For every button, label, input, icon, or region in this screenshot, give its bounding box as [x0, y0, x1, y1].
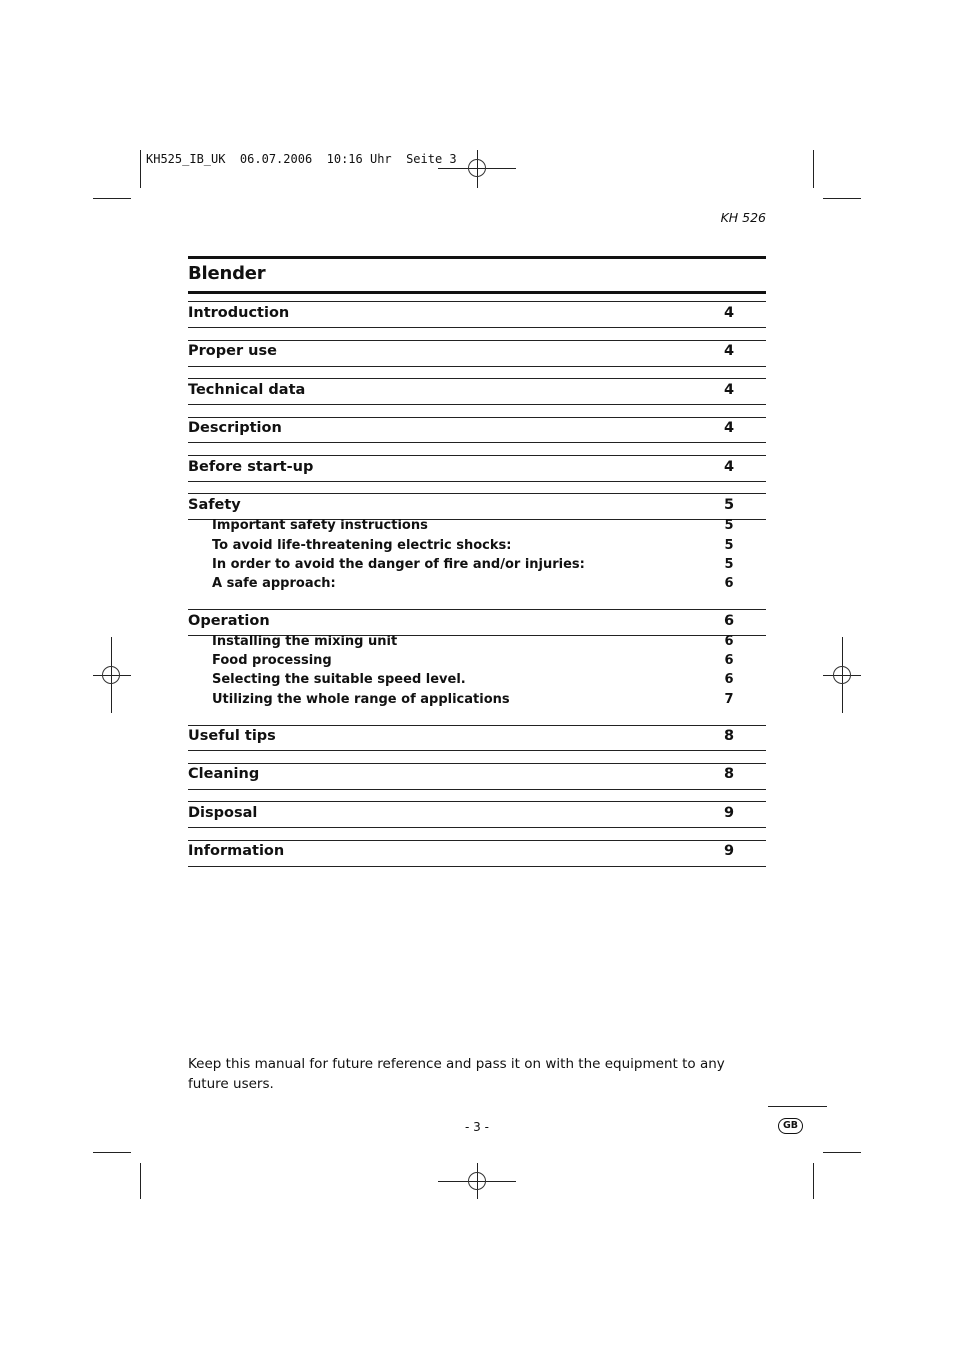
registration-mark-icon [468, 1172, 486, 1190]
toc-label: Utilizing the whole range of applications [212, 692, 510, 707]
toc-page: 8 [724, 728, 735, 744]
list-item [188, 557, 766, 575]
toc-page: 5 [724, 538, 734, 553]
list-item [188, 343, 766, 363]
toc-page: 6 [724, 576, 734, 591]
registration-mark-icon [468, 159, 486, 177]
list-item [188, 672, 766, 690]
footer-note: Keep this manual for future reference and pass it on with the equipment to any future users. [188, 1056, 725, 1092]
toc-page: 4 [724, 459, 735, 475]
toc-page: 8 [724, 766, 735, 782]
toc-page: 7 [724, 692, 734, 707]
toc-label: Important safety instructions [212, 518, 428, 533]
toc-label: Technical data [188, 382, 306, 398]
page-title: Blender [188, 263, 266, 284]
toc-page: 4 [724, 343, 735, 359]
toc-label: A safe approach: [212, 576, 336, 591]
country-badge: GB [778, 1118, 803, 1134]
toc-label: Information [188, 843, 285, 859]
list-item [188, 692, 766, 710]
list-item [188, 843, 766, 863]
toc-label: Food processing [212, 653, 332, 668]
list-item [188, 305, 766, 325]
toc-label: Operation [188, 613, 270, 629]
list-item [188, 518, 766, 536]
page-number: - 3 - [465, 1120, 489, 1134]
list-item [188, 382, 766, 402]
toc-label: Useful tips [188, 728, 276, 744]
badge-rule [768, 1106, 827, 1107]
registration-mark-icon [102, 666, 120, 684]
toc-page: 5 [724, 497, 735, 513]
toc-label: Cleaning [188, 766, 260, 782]
list-item [188, 653, 766, 671]
title-top-rule [188, 256, 766, 259]
toc-page: 5 [724, 557, 734, 572]
toc-label: Description [188, 420, 282, 436]
toc-label: Selecting the suitable speed level. [212, 672, 466, 687]
list-item [188, 728, 766, 748]
toc-page: 4 [724, 420, 735, 436]
list-item [188, 497, 766, 517]
list-item [188, 576, 766, 594]
list-item [188, 766, 766, 786]
toc-page: 6 [724, 672, 734, 687]
toc-label: To avoid life-threatening electric shocks: [212, 538, 512, 553]
toc-page: 9 [724, 843, 735, 859]
model-number: KH 526 [720, 210, 766, 225]
toc-label: Safety [188, 497, 241, 513]
toc-label: Proper use [188, 343, 277, 359]
toc-page: 5 [724, 518, 734, 533]
print-header: KH525_IB_UK 06.07.2006 10:16 Uhr Seite 3 [146, 152, 457, 166]
title-bottom-rule [188, 291, 766, 294]
list-item [188, 459, 766, 479]
toc-page: 4 [724, 382, 735, 398]
toc-label: Installing the mixing unit [212, 634, 398, 649]
toc-page: 6 [724, 634, 734, 649]
list-item [188, 805, 766, 825]
registration-mark-icon [833, 666, 851, 684]
toc-label: Before start-up [188, 459, 314, 475]
list-item [188, 420, 766, 440]
list-item [188, 538, 766, 556]
toc-page: 6 [724, 653, 734, 668]
toc-label: Disposal [188, 805, 258, 821]
toc-page: 4 [724, 305, 735, 321]
toc-label: In order to avoid the danger of fire and/or injuries: [212, 557, 585, 572]
toc-label: Introduction [188, 305, 290, 321]
list-item [188, 634, 766, 652]
list-item [188, 613, 766, 633]
toc-page: 9 [724, 805, 735, 821]
toc-page: 6 [724, 613, 735, 629]
